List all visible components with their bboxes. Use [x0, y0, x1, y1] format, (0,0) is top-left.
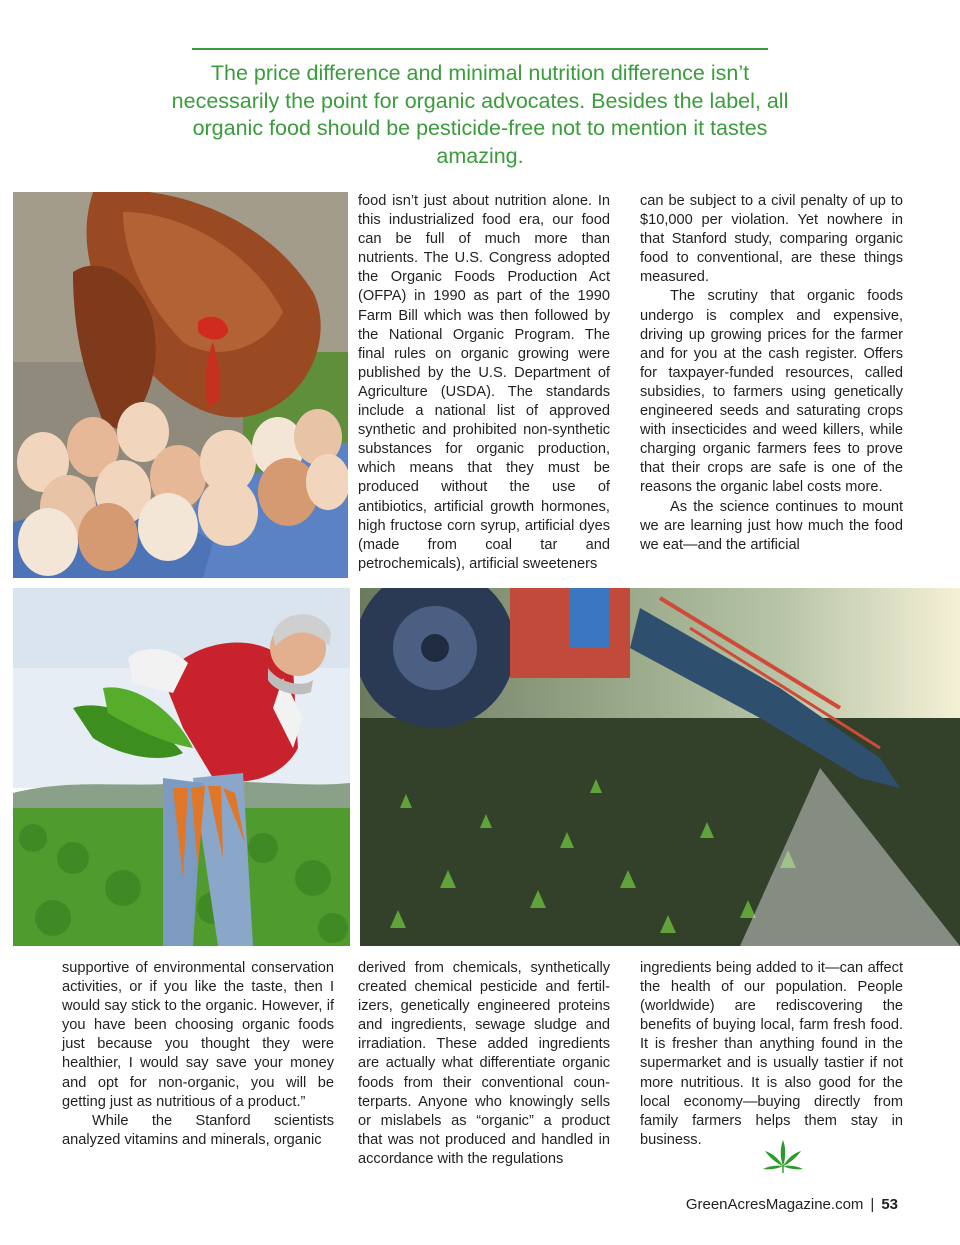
page-footer — [686, 1196, 898, 1213]
body-paragraph: The scrutiny that organic foods undergo is complex and expensive, driving up growing prices for the farmer and for you at the cash register. Offers for taxpayer-funded resources, called subsidies, to farmers using genetically engineered seeds and saturating crops with insecticides and weed killers, while charging organic farmers fees to prove that their crops are safe is one of the reasons the organic label costs more. — [640, 288, 903, 496]
top-rule — [192, 48, 768, 50]
top-middle-column — [358, 192, 610, 574]
bottom-left-column — [62, 959, 334, 1150]
body-paragraph: can be subject to a civil penalty of up to $10,000 per violation. Yet nowhere in that Stanford study, comparing organic food to conventional, are these things measured. — [640, 193, 903, 286]
body-paragraph: food isn’t just about nutrition alone. In this industrialized food era, our food can be full of much more than nutrients. The U.S. Congress adopted the Organic Foods Production Act (OFPA) in 1990 as part of the 1990 Farm Bill which was then followed by the National Organic Program. The final rules on organic growing were published by the U.S. Department of Agriculture (USDA). The standards include a national list of approved synthetic and prohibited non-synthetic substances for organic production, which means that they must be produced without the use of antibiotics, artificial growth hormones, high fructose corn syrup, artificial dyes (made from coal tar and petrochemicals), artificial sweeteners — [358, 193, 610, 572]
hen-eggs-photo — [13, 192, 348, 578]
body-paragraph: While the Stanford scientists analyzed vitamins and minerals, organic — [62, 1112, 334, 1148]
pull-quote: The price difference and minimal nutrition difference isn’t necessarily the point for organic advocates. Besides the label, all organic food should be pesticide-free not to mention it tastes amazing. — [171, 61, 789, 168]
page-number: 53 — [881, 1196, 898, 1213]
body-paragraph: As the science continues to mount we are learning just how much the food we eat—and the artificial — [640, 498, 903, 553]
body-paragraph: supportive of environmental conservation activities, or if you like the taste, then I would say stick to the organic. However, if you have been choosing organic foods just because you thought they were healthier, I would say save your money and opt for non-organic, you will be getting just as nutritious of a product.” — [62, 960, 334, 1110]
bottom-right-column — [640, 959, 903, 1150]
top-right-column — [640, 192, 903, 555]
tractor-spraying-photo — [360, 588, 960, 946]
cannabis-leaf-icon — [762, 1138, 804, 1179]
body-paragraph: ingredients being added to it—can affect the health of our population. People (worldwide) are rediscovering the benefits of buying local, farm fresh food. It is fresher than anything found in the supermarket and is usually tastier if not more nutritious. It is also good for the local economy—buying directly from family farmers helps them stay in business. — [640, 960, 903, 1148]
body-paragraph: derived from chemicals, synthetically created chemical pesticide and fertilizers, genetically engineered proteins and ingredients, sewage sludge and irradiation. These added ingredients are actually what differentiate organic foods from their conventional counterparts. Anyone who knowingly sells or mislabels as “organic” a product that was not produced and handled in accordance with the regulations — [358, 960, 610, 1167]
farmer-carrots-photo — [13, 588, 350, 946]
footer-separator: | — [870, 1196, 875, 1213]
bottom-middle-column — [358, 959, 610, 1169]
site-name: GreenAcresMagazine.com — [685, 1196, 864, 1213]
